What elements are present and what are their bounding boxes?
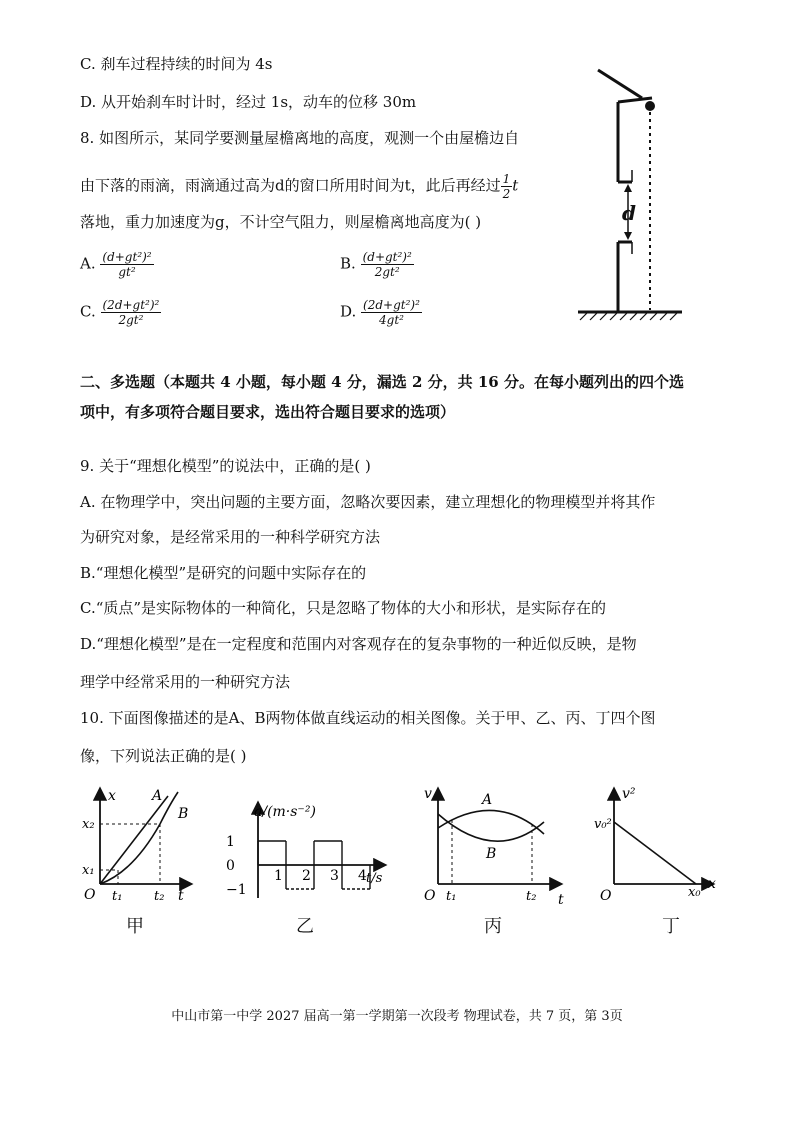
graph-jia	[78, 784, 198, 909]
label-t1: t₁	[446, 889, 457, 904]
label-v0-squared: v₀²	[594, 817, 612, 832]
option-fraction	[100, 250, 153, 279]
section2-heading-line1: 二、多选题（本题共 4 小题，每小题 4 分，漏选 2 分，共 16 分。在每小题列出的四个选	[80, 373, 684, 391]
q9-option-c: C.“质点”是实际物体的一种简化，只是忽略了物体的大小和形状，是实际存在的	[80, 599, 607, 617]
frac-den: 2gt²	[374, 265, 400, 279]
raindrop-icon	[645, 101, 655, 111]
q9-option-a-line2: 为研究对象，是经常采用的一种科学研究方法	[80, 528, 381, 546]
frac-num: (d+gt²)²	[102, 250, 152, 264]
curve-b	[100, 792, 178, 884]
graph-yi	[226, 800, 396, 905]
graph-yi-caption: 乙	[296, 916, 314, 937]
frac-num: (d+gt²)²	[362, 250, 412, 264]
q8-half-fraction	[501, 172, 513, 201]
roof-line	[598, 70, 642, 98]
arrow-up-icon	[624, 184, 632, 192]
tick-1: 1	[226, 834, 235, 850]
origin-label: O	[424, 888, 436, 904]
q9-stem: 9. 关于“理想化模型”的说法中，正确的是( )	[80, 457, 371, 475]
q7-option-c: C. 刹车过程持续的时间为 4s	[80, 55, 273, 73]
tick-t-3: 3	[330, 868, 339, 884]
q8-t: t	[512, 176, 519, 195]
graph-bing	[420, 784, 570, 909]
arrow-down-icon	[624, 232, 632, 240]
label-x1: x₁	[82, 863, 95, 878]
frac-den: gt²	[118, 265, 136, 279]
eave-edge	[618, 98, 652, 102]
label-x2: x₂	[82, 817, 95, 832]
label-b: B	[486, 846, 497, 862]
q8-stem-line1: 8. 如图所示，某同学要测量屋檐离地的高度，观测一个由屋檐边自	[80, 129, 520, 147]
q8-option-a	[80, 250, 154, 279]
axis-label-x: x	[708, 876, 716, 892]
axis-label-v2: v²	[622, 786, 636, 802]
tick-t-4: 4	[358, 868, 367, 884]
q9-option-b: B.“理想化模型”是研究的问题中实际存在的	[80, 564, 367, 582]
option-fraction	[101, 298, 162, 327]
graph-ding-caption: 丁	[662, 916, 680, 937]
q8-option-c	[80, 298, 161, 327]
option-fraction	[361, 298, 422, 327]
axis-label-t: t	[178, 888, 184, 904]
axis-label-v: v	[424, 786, 432, 802]
q9-option-d-line1: D.“理想化模型”是在一定程度和范围内对客观存在的复杂事物的一种近似反映，是物	[80, 635, 637, 653]
axis-label-t: t/s	[366, 871, 383, 886]
option-fraction	[361, 250, 414, 279]
graph-bing-caption: 丙	[484, 916, 502, 937]
q8-option-b	[340, 250, 414, 279]
option-label: A.	[80, 254, 96, 273]
curve-a	[438, 810, 544, 834]
q8-option-d	[340, 298, 422, 327]
line-a	[100, 796, 168, 884]
frac-den: 4gt²	[379, 313, 404, 327]
frac-den: 2gt²	[118, 313, 144, 327]
q8-stem-line2-text: 由下落的雨滴，雨滴通过高为d的窗口所用时间为t，此后再经过	[80, 176, 501, 195]
option-label: D.	[340, 302, 357, 321]
label-a: A	[152, 788, 163, 804]
tick-t-2: 2	[302, 868, 311, 884]
d-label: d	[622, 201, 636, 225]
tick-t-1: 1	[274, 868, 283, 884]
tick-minus1: −1	[226, 882, 247, 898]
option-label: C.	[80, 302, 96, 321]
q10-stem-line2: 像，下列说法正确的是( )	[80, 747, 247, 765]
axis-label-x: x	[108, 788, 116, 804]
q7-option-d: D. 从开始刹车时计时，经过 1s，动车的位移 30m	[80, 93, 417, 111]
q8-stem-line3: 落地，重力加速度为g，不计空气阻力，则屋檐离地高度为( )	[80, 213, 482, 231]
frac-num: 1	[502, 172, 511, 186]
q9-option-d-line2: 理学中经常采用的一种研究方法	[80, 673, 291, 691]
label-a: A	[482, 792, 493, 808]
label-t2: t₂	[154, 889, 165, 904]
graph-ding	[592, 784, 722, 909]
label-b: B	[178, 806, 189, 822]
q9-option-a-line1: A. 在物理学中，突出问题的主要方面，忽略次要因素，建立理想化的物理模型并将其作	[80, 493, 656, 511]
tick-0: 0	[226, 858, 235, 874]
origin-label: O	[600, 888, 612, 904]
origin-label: O	[84, 887, 96, 903]
label-x0: x₀	[688, 885, 701, 900]
q8-eave-figure	[570, 62, 690, 324]
frac-num: (2d+gt²)²	[363, 298, 420, 312]
section2-heading-line2: 项中，有多项符合题目要求，选出符合题目要求的选项）	[80, 403, 456, 421]
frac-num: (2d+gt²)²	[102, 298, 160, 312]
option-label: B.	[340, 254, 356, 273]
axis-label-a: a/(m·s⁻²)	[254, 804, 316, 820]
label-t2: t₂	[526, 889, 537, 904]
axis-label-t: t	[558, 892, 564, 908]
v2-line	[614, 822, 696, 884]
q8-stem-line2	[80, 172, 518, 201]
graph-jia-caption: 甲	[126, 916, 144, 937]
page-footer: 中山市第一中学 2027 届高一第一学期第一次段考 物理试卷，共 7 页，第 3页	[171, 1009, 623, 1024]
q10-stem-line1: 10. 下面图像描述的是A、B两物体做直线运动的相关图像。关于甲、乙、丙、丁四个图	[80, 709, 656, 727]
label-t1: t₁	[112, 889, 123, 904]
frac-den: 2	[502, 187, 511, 201]
